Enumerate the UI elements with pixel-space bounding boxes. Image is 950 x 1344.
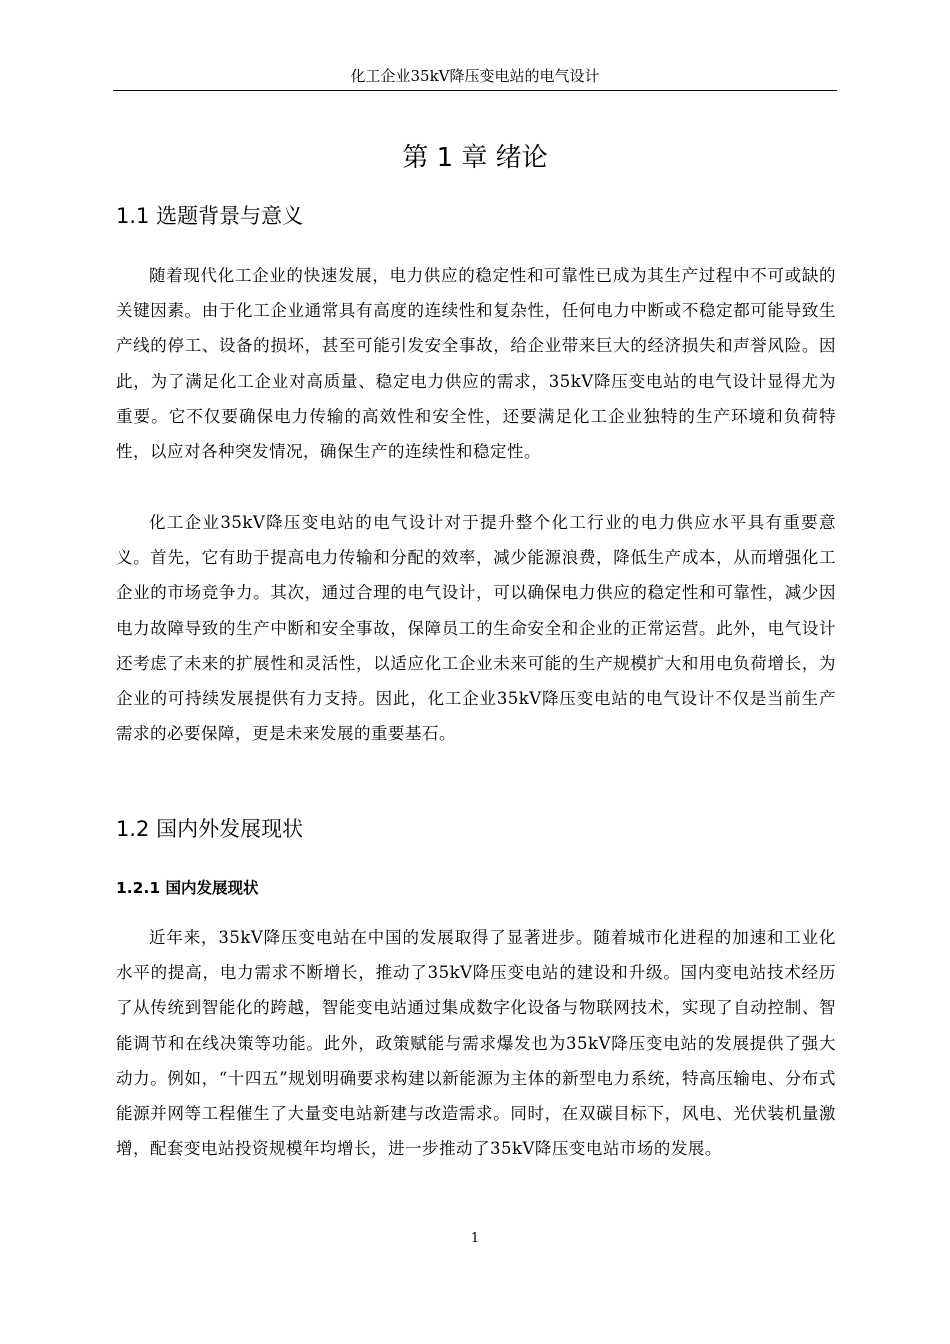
chapter-title: 第 1 章 绪论 [402, 143, 548, 173]
page-number: 1 [470, 1231, 480, 1246]
section-heading-1-1: 1.1 选题背景与意义 [116, 204, 304, 228]
section-heading-1-2: 1.2 国内外发展现状 [116, 817, 304, 841]
paragraph-domestic-status: 近年来，35kV降压变电站在中国的发展取得了显著进步。随着城市化进程的加速和工业化水平的提高，电力需求不断增长，推动了35kV降压变电站的建设和升级。国内变电站技术经历了从传统到智能化的跨越，智能变电站通过集成数字化设备与物联网技术，实现了自动控制、智能调节和在线决策等功能。此外，政策赋能与需求爆发也为35kV降压变电站的发展提供了强大动力。例如，“十四五”规划明确要求构建以新能源为主体的新型电力系统，特高压输电、分布式能源并网等工程催生了大量变电站新建与改造需求。同时，在双碳目标下，风电、光伏装机量激增，配套变电站投资规模年均增长，进一步推动了35kV降压变电站市场的发展。 [116, 928, 836, 1159]
paragraph-background: 随着现代化工企业的快速发展，电力供应的稳定性和可靠性已成为其生产过程中不可或缺的关键因素。由于化工企业通常具有高度的连续性和复杂性，任何电力中断或不稳定都可能导致生产线的停工、设备的损坏，甚至可能引发安全事故，给企业带来巨大的经济损失和声誉风险。因此，为了满足化工企业对高质量、稳定电力供应的需求，35kV降压变电站的电气设计显得尤为重要。它不仅要确保电力传输的高效性和安全性，还要满足化工企业独特的生产环境和负荷特性，以应对各种突发情况，确保生产的连续性和稳定性。 [116, 266, 836, 462]
subsection-heading-1-2-1: 1.2.1 国内发展现状 [116, 879, 259, 897]
paragraph-significance: 化工企业35kV降压变电站的电气设计对于提升整个化工行业的电力供应水平具有重要意义。首先，它有助于提高电力传输和分配的效率，减少能源浪费，降低生产成本，从而增强化工企业的市场竞争力。其次，通过合理的电气设计，可以确保电力供应的稳定性和可靠性，减少因电力故障导致的生产中断和安全事故，保障员工的生命安全和企业的正常运营。此外，电气设计还考虑了未来的扩展性和灵活性，以适应化工企业未来可能的生产规模扩大和用电负荷增长，为企业的可持续发展提供有力支持。因此，化工企业35kV降压变电站的电气设计不仅是当前生产需求的必要保障，更是未来发展的重要基石。 [116, 513, 836, 744]
header-divider [113, 90, 837, 91]
running-header: 化工企业35kV降压变电站的电气设计 [350, 67, 600, 85]
